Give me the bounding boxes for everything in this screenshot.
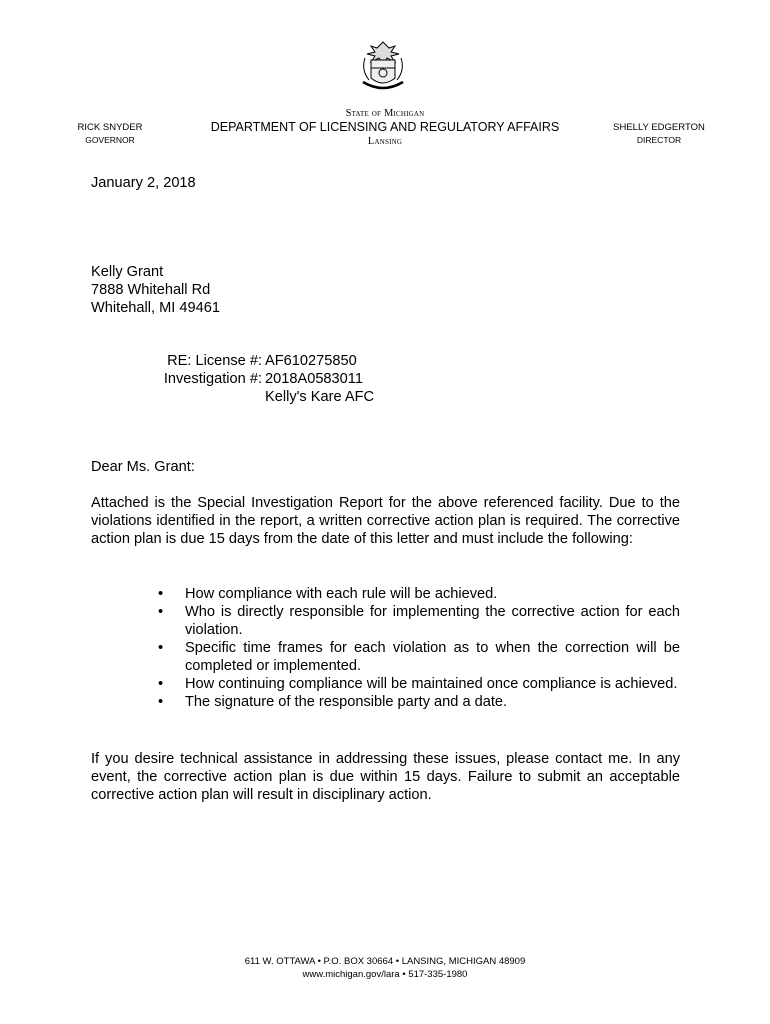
list-item: • How compliance with each rule will be achieved. bbox=[158, 586, 498, 602]
governor-title: GOVERNOR bbox=[85, 135, 135, 145]
letterhead-footer bbox=[180, 955, 590, 981]
investigation-label: Investigation #: bbox=[163, 371, 262, 387]
recipient-street: 7888 Whitehall Rd bbox=[91, 282, 211, 298]
governor-name: RICK SNYDER bbox=[77, 122, 143, 133]
governor-block bbox=[62, 122, 158, 146]
city-line: Lansing bbox=[367, 136, 403, 147]
state-line: State of Michigan bbox=[345, 108, 425, 119]
footer-contact: www.michigan.gov/lara • 517-335-1980 bbox=[302, 969, 468, 980]
bullet-icon: • bbox=[158, 694, 164, 710]
facility-name: Kelly's Kare AFC bbox=[265, 389, 375, 405]
recipient-address bbox=[91, 263, 220, 317]
director-block bbox=[600, 122, 718, 146]
letterhead-center bbox=[180, 108, 590, 149]
recipient-city: Whitehall, MI 49461 bbox=[91, 300, 220, 316]
director-name: SHELLY EDGERTON bbox=[613, 122, 705, 133]
bullet-icon: • bbox=[158, 604, 164, 620]
paragraph-intro: Attached is the Special Investigation Report for the above referenced facility. Due to the violations identified in the report, a written corrective action plan is required. The corrective action plan is due 15 days from the date of this letter and must include the following: bbox=[91, 495, 680, 547]
bullet-icon: • bbox=[158, 640, 164, 656]
recipient-name: Kelly Grant bbox=[91, 264, 164, 280]
bullet-icon: • bbox=[158, 586, 164, 602]
reference-block bbox=[147, 352, 374, 406]
list-item: • Specific time frames for each violation as to when the correction will be completed or implemented. bbox=[158, 640, 680, 674]
requirements-list bbox=[155, 585, 680, 711]
license-value: AF610275850 bbox=[265, 353, 357, 369]
list-item: • Who is directly responsible for implementing the corrective action for each violation. bbox=[158, 604, 680, 638]
list-item: • How continuing compliance will be maintained once compliance is achieved. bbox=[158, 676, 678, 692]
investigation-value: 2018A0583011 bbox=[265, 371, 363, 387]
bullet-icon: • bbox=[158, 676, 164, 692]
salutation: Dear Ms. Grant: bbox=[91, 459, 195, 475]
letter-date: January 2, 2018 bbox=[91, 175, 196, 191]
paragraph-closing: If you desire technical assistance in addressing these issues, please contact me. In any event, the corrective action plan is due within 15 days. Failure to submit an acceptable corrective action plan will result in disciplinary action. bbox=[91, 751, 680, 803]
license-label: RE: License #: bbox=[167, 353, 262, 369]
list-item: • The signature of the responsible party and a date. bbox=[158, 694, 508, 710]
michigan-state-seal bbox=[355, 38, 411, 96]
director-title: DIRECTOR bbox=[636, 135, 682, 145]
department-name: DEPARTMENT OF LICENSING AND REGULATORY AFFAIRS bbox=[210, 120, 560, 134]
footer-address: 611 W. OTTAWA • P.O. BOX 30664 • LANSING, MICHIGAN 48909 bbox=[244, 956, 526, 967]
